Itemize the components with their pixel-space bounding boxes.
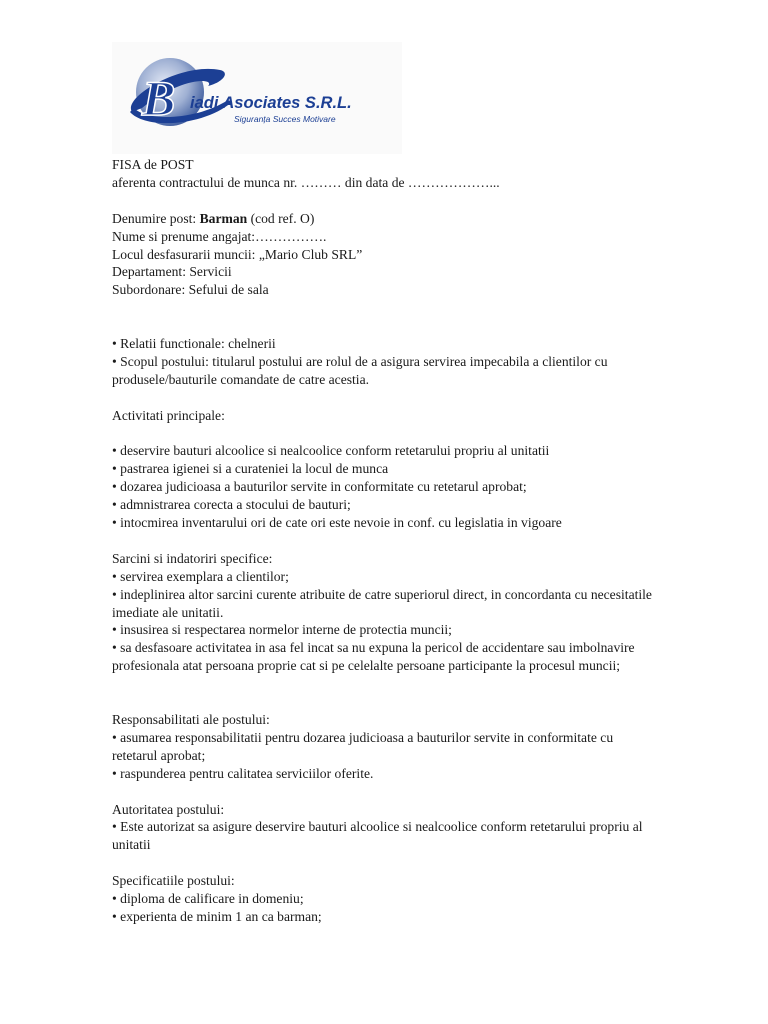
list-item: • Este autorizat sa asigure deservire bauturi alcoolice si nealcoolice conform retetarului propriu al unitatii bbox=[112, 819, 643, 853]
doc-title: FISA de POST bbox=[112, 157, 194, 172]
authority-heading: Autoritatea postului: bbox=[112, 801, 225, 817]
duties-heading: Sarcini si indatoriri specifice: bbox=[112, 550, 273, 566]
functional-relations: • Relatii functionale: chelnerii bbox=[112, 336, 276, 352]
list-item: • diploma de calificare in domeniu; bbox=[112, 891, 304, 907]
list-item: • deservire bauturi alcoolice si nealcoolice conform retetarului propriu al unitatii bbox=[112, 443, 550, 459]
doc-subtitle: aferenta contractului de munca nr. ……… din data de ………………... bbox=[112, 174, 500, 190]
list-item: • insusirea si respectarea normelor interne de protectia muncii; bbox=[112, 622, 452, 638]
list-item: • intocmirea inventarului ori de cate ori este nevoie in conf. cu legislatia in vigoare bbox=[112, 515, 562, 531]
list-item: • admnistrarea corecta a stocului de bauturi; bbox=[112, 497, 351, 513]
list-item: • experienta de minim 1 an ca barman; bbox=[112, 908, 322, 924]
logo-b-letter: B bbox=[142, 70, 176, 126]
job-purpose: • Scopul postului: titularul postului are rolul de a asigura servirea impecabila a clientilor cu produsele/bauturile comandate de catre acestia. bbox=[112, 353, 608, 387]
post-value: Barman bbox=[199, 210, 248, 226]
list-item: • pastrarea igienei si a curateniei la locul de munca bbox=[112, 461, 389, 477]
responsibilities-heading: Responsabilitati ale postului: bbox=[112, 712, 270, 727]
list-item: • raspunderea pentru calitatea serviciilor oferite. bbox=[112, 765, 374, 781]
logo-tagline: Siguranța Succes Motivare bbox=[234, 114, 336, 124]
post-suffix: (cod ref. O) bbox=[247, 210, 315, 226]
post-name bbox=[112, 210, 652, 228]
list-item: • servirea exemplara a clientilor; bbox=[112, 568, 289, 584]
employee-name: Nume si prenume angajat:……………. bbox=[112, 228, 327, 244]
post-label: Denumire post: bbox=[112, 210, 200, 226]
company-logo bbox=[112, 42, 402, 154]
specs-heading: Specificatiile postului: bbox=[112, 873, 235, 889]
list-item: • sa desfasoare activitatea in asa fel incat sa nu expuna la pericol de accidentare sau imbolnavire profesionala atat persoana proprie cat si pe celelalte persoane participante la procesul muncii; bbox=[112, 640, 635, 674]
list-item: • asumarea responsabilitatii pentru dozarea judicioasa a bauturilor servite in conformitate cu retetarul aprobat; bbox=[112, 729, 614, 763]
list-item: • indeplinirea altor sarcini curente atribuite de catre superiorul direct, in concordanta cu necesitatile imediate ale unitatii. bbox=[112, 586, 652, 620]
department: Departament: Servicii bbox=[112, 264, 232, 280]
subordination: Subordonare: Sefului de sala bbox=[112, 282, 269, 298]
logo-company-name: iadi Asociates S.R.L. bbox=[190, 94, 352, 112]
job-description bbox=[112, 156, 652, 926]
list-item: • dozarea judicioasa a bauturilor servite in conformitate cu retetarul aprobat; bbox=[112, 479, 527, 495]
activities-heading: Activitati principale: bbox=[112, 407, 225, 423]
work-location: Locul desfasurarii muncii: „Mario Club SRL” bbox=[112, 246, 363, 262]
